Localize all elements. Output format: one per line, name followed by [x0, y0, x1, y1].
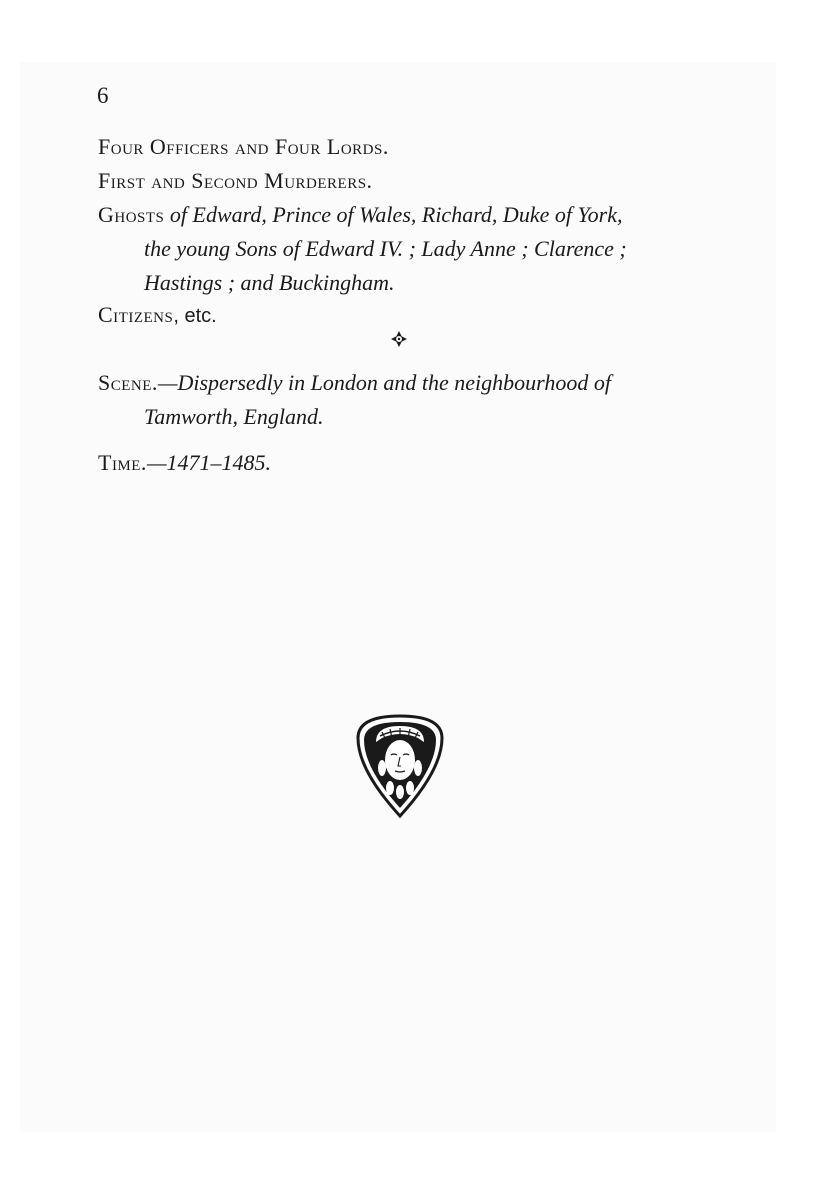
ghosts-text-1: of Edward, Prince of Wales, Richard, Duke of York, — [169, 202, 623, 227]
time-value: —1471–1485. — [146, 450, 271, 475]
scene-line-2: Tamworth, England. — [144, 404, 324, 429]
officers-line: Four Officers and Four Lords. — [98, 134, 389, 159]
ghosts-line-3: Hastings ; and Buckingham. — [144, 270, 395, 295]
medallion-head-icon — [352, 712, 448, 820]
time-label: Time. — [98, 450, 147, 475]
ghosts-line-2: the young Sons of Edward IV. ; Lady Anne ; Clarence ; — [144, 236, 627, 261]
fleuron-ornament-icon — [388, 328, 410, 350]
citizens-line — [98, 304, 217, 326]
citizens-label: Citizens — [98, 302, 174, 327]
ghosts-label: Ghosts — [98, 202, 165, 227]
page-number: 6 — [97, 83, 109, 108]
ghosts-line-1 — [98, 204, 623, 226]
time-line — [98, 452, 271, 474]
citizens-rest: , etc. — [173, 305, 217, 327]
scene-line-1 — [98, 372, 611, 394]
scene-label: Scene. — [98, 370, 158, 395]
murderers-line: First and Second Murderers. — [98, 168, 373, 193]
scene-text-1: —Dispersedly in London and the neighbourhood of — [157, 370, 611, 395]
